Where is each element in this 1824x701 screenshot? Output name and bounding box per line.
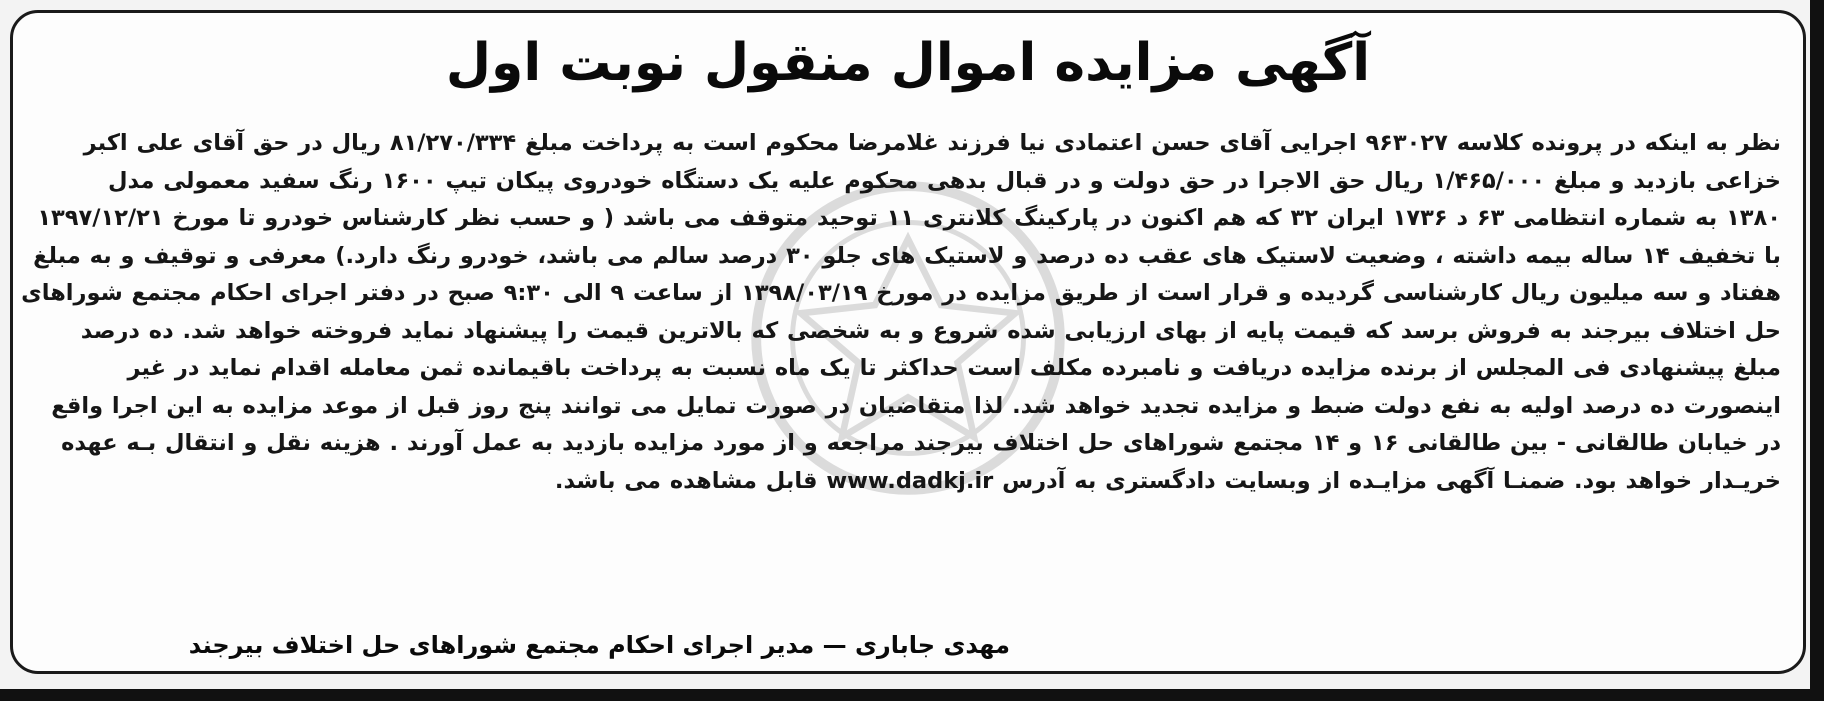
notice-frame [10, 10, 1806, 674]
scan-edge-bottom [0, 689, 1824, 701]
body-line: حل اختلاف بیرجند به فروش برسد که قیمت پایه از بهای ارزیابی شده شروع و به شخصی که بالاترین قیمت را پیشنهاد نماید فروخته خواهد شد. ده درصد [80, 317, 1781, 344]
notice-body [21, 125, 1781, 500]
notice-title: آگهی مزایده اموال منقول نوبت اول [445, 33, 1371, 93]
scan-edge-right [1810, 0, 1824, 701]
body-line: ۱۳۸۰ به شماره انتظامی ۶۳ د ۱۷۳۶ ایران ۳۲ که هم اکنون در پارکینگ کلانتری ۱۱ توحید متوقف می باشد ( و حسب نظر کارشناس خودرو تا مورخ ۱۳۹۷/۱۲/۲۱ [37, 205, 1781, 231]
body-line: خزاعی بازدید و مبلغ ۱/۴۶۵/۰۰۰ ریال حق الاجرا در حق دولت و در قبال بدهی محکوم علیه یک دستگاه خودروی پیکان تیپ ۱۶۰۰ رنگ سفید معمولی مدل [107, 167, 1781, 194]
body-line: مبلغ پیشنهادی فی المجلس از برنده مزایده دریافت و نامبرده مکلف است حداکثر تا یک ماه نسبت به پرداخت باقیمانده ثمن معامله اقدام نماید در غیر [127, 355, 1781, 381]
body-line: با تخفیف ۱۴ ساله بیمه داشته ، وضعیت لاستیک های عقب ده درصد و لاستیک های جلو ۳۰ درصد سالم می باشد، خودرو رنگ دارد.) معرفی و توقیف و به مبلغ [33, 242, 1781, 269]
body-line: در خیابان طالقانی - بین طالقانی ۱۶ و ۱۴ مجتمع شوراهای حل اختلاف بیرجند مراجعه و از مورد مزایده بازدید به عمل آورند . هزینه نقل و انتقال بـه عهده [61, 430, 1781, 456]
body-line: هفتاد و سه میلیون ریال کارشناسی گردیده و قرار است از طریق مزایده در مورخ ۱۳۹۸/۰۳/۱۹ از ساعت ۹ الی ۹:۳۰ صبح در دفتر اجرای احکام مجتمع شوراهای [21, 280, 1781, 306]
body-line: اینصورت ده درصد اولیه به نفع دولت ضبط و مزایده تجدید خواهد شد. لذا متقاضیان در صورت تمایل می توانند پنج روز قبل از موعد مزایده به این اجرا واقع [51, 392, 1781, 419]
body-line: نظر به اینکه در پرونده کلاسه ۹۶۳۰۲۷ اجرایی آقای حسن اعتمادی نیا فرزند غلامرضا محکوم است به پرداخت مبلغ ۸۱/۲۷۰/۳۳۴ ریال در حق آقای علی اکبر [83, 130, 1781, 156]
signature-line: مهدی جاباری — مدیر اجرای احکام مجتمع شوراهای حل اختلاف بیرجند [188, 631, 1010, 659]
body-line: خریـدار خواهد بود. ضمنـا آگهی مزایـده از وبسایت دادگستری به آدرس www.dadkj.ir قابل مشاهده می باشد. [554, 467, 1781, 494]
